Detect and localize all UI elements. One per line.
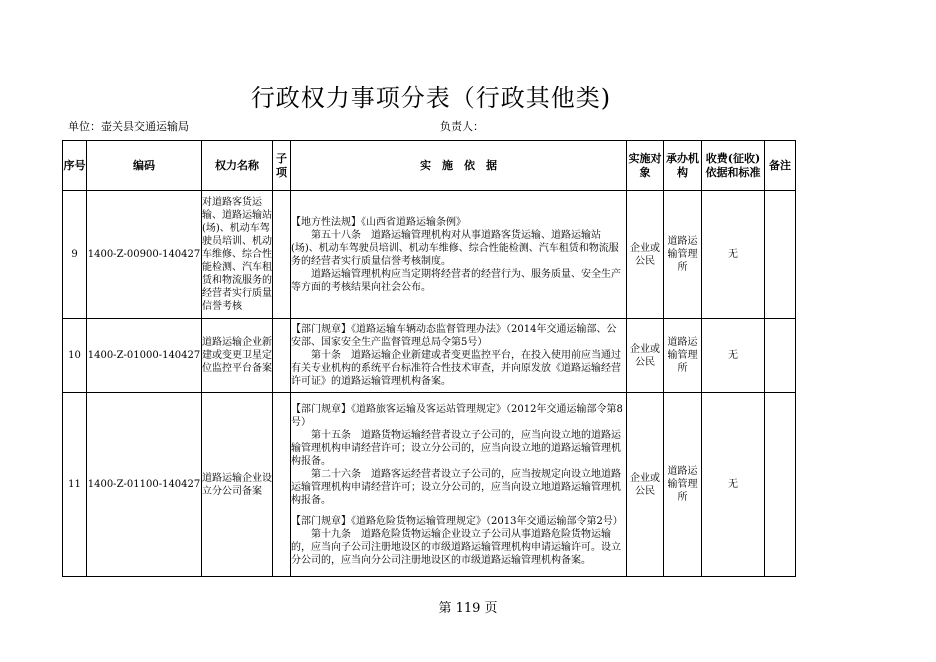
row-target: 企业或公民 [627, 393, 664, 577]
row-sub [273, 191, 291, 319]
header-target: 实施对象 [627, 141, 664, 191]
row-note [765, 319, 796, 393]
basis-line: 【部门规章】《道路旅客运输及客运站管理规定》（2012年交通运输部令第8号） [291, 403, 623, 428]
row-name: 道路运输企业新建或变更卫星定位监控平台备案 [202, 319, 273, 393]
header-fee: 收费(征收)依据和标准 [702, 141, 765, 191]
row-dept: 道路运输管理所 [664, 393, 702, 577]
row-target: 企业或公民 [627, 191, 664, 319]
header-note: 备注 [765, 141, 796, 191]
header-name: 权力名称 [202, 141, 273, 191]
responsible-label: 负责人： [440, 120, 484, 133]
unit-label: 单位：壶关县交通运输局 [68, 120, 189, 133]
basis-line: 【部门规章】《道路危险货物运输管理规定》（2013年交通运输部令第2号） [291, 515, 623, 527]
row-fee: 无 [702, 393, 765, 577]
row-basis [291, 191, 627, 319]
basis-line: 第五十八条 道路运输管理机构对从事道路客货运输、道路运输站(场)、机动车驾驶员培训、机动车维修、综合性能检测、汽车租赁和物流服务的经营者实行质量信誉考核制度。 [291, 229, 619, 267]
page-title: 行政权力事项分表（行政其他类) [250, 84, 612, 112]
page-number: 第 119 页 [438, 601, 498, 616]
basis-line: 第十五条 道路货物运输经营者设立子公司的，应当向设立地的道路运输管理机构申请经营许可；设立分公司的，应当向设立地的道路运输管理机构报备。 [291, 429, 621, 467]
header-sub: 子项 [273, 141, 291, 191]
row-fee: 无 [702, 319, 765, 393]
header-seq: 序号 [63, 141, 87, 191]
row-dept: 道路运输管理所 [664, 319, 702, 393]
row-sub [273, 319, 291, 393]
header-code: 编码 [87, 141, 202, 191]
row-sub [273, 393, 291, 577]
row-target: 企业或公民 [627, 319, 664, 393]
power-items-table [62, 140, 796, 577]
row-dept: 道路运输管理所 [664, 191, 702, 319]
row-fee: 无 [702, 191, 765, 319]
row-code: 1400-Z-00900-140427 [87, 191, 202, 319]
row-name: 对道路客货运输、道路运输站(场)、机动车驾驶员培训、机动车维修、综合性能检测、汽车租赁和物流服务的经营者实行质量信誉考核 [202, 191, 273, 319]
row-name: 道路运输企业设立分公司备案 [202, 393, 273, 577]
header-dept: 承办机构 [664, 141, 702, 191]
basis-line: 第十九条 道路危险货物运输企业设立子公司从事道路危险货物运输的，应当向子公司注册地设区的市级道路运输管理机构申请运输许可。设立分公司的，应当向分公司注册地设区的市级道路运输管理机构备案。 [291, 528, 621, 566]
row-basis [291, 319, 627, 393]
basis-line: 【部门规章】《道路运输车辆动态监督管理办法》（2014年交通运输部、公安部、国家安全生产监督管理总局令第5号） [291, 324, 617, 348]
basis-line: 道路运输管理机构应当定期将经营者的经营行为、服务质量、安全生产等方面的考核结果向社会公布。 [291, 268, 621, 293]
row-note [765, 393, 796, 577]
table-row [63, 191, 796, 319]
row-seq: 9 [63, 191, 87, 319]
table-header-row [63, 141, 796, 191]
row-basis [291, 393, 627, 577]
row-note [765, 191, 796, 319]
basis-line: 第十条 道路运输企业新建或者变更监控平台，在投入使用前应当通过有关专业机构的系统平台标准符合性技术审查，并向原发放《道路运输经营许可证》的道路运输管理机构备案。 [291, 350, 621, 387]
basis-line: 第二十六条 道路客运经营者设立子公司的，应当按规定向设立地道路运输管理机构申请经营许可；设立分公司的，应当向设立地道路运输管理机构报备。 [291, 468, 621, 506]
row-code: 1400-Z-01000-140427 [87, 319, 202, 393]
table-row [63, 319, 796, 393]
row-seq: 11 [63, 393, 87, 577]
table-row [63, 393, 796, 577]
row-seq: 10 [63, 319, 87, 393]
basis-line: 【地方性法规】《山西省道路运输条例》 [291, 216, 466, 228]
row-code: 1400-Z-01100-140427 [87, 393, 202, 577]
header-basis: 实 施 依 据 [291, 141, 627, 191]
